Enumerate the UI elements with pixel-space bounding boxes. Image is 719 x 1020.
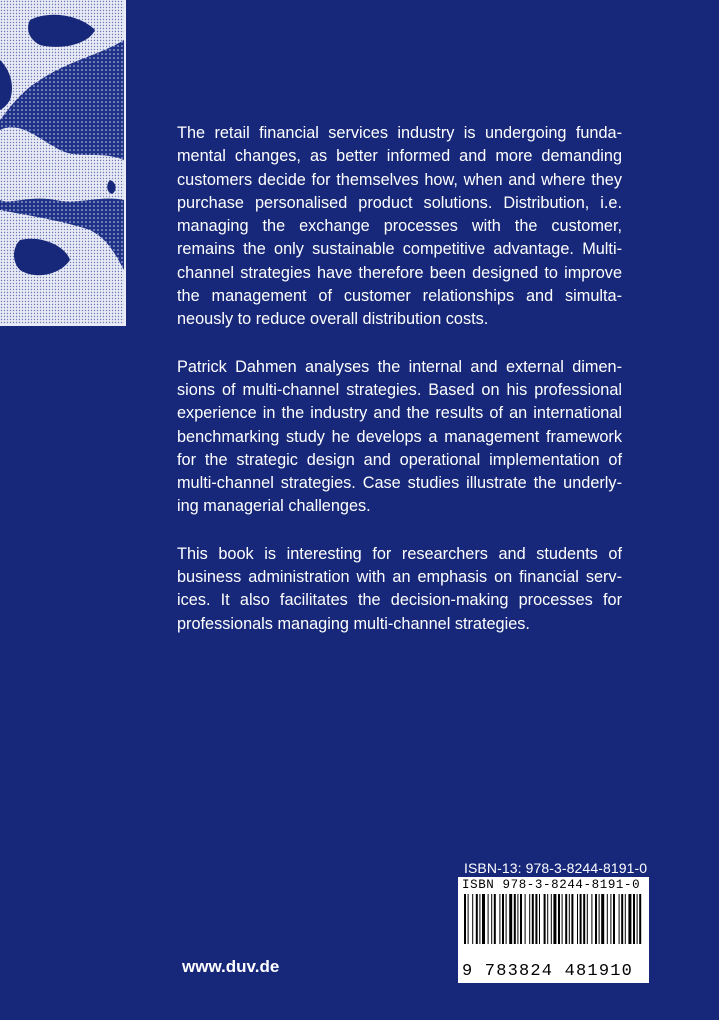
blurb-paragraph: Patrick Dahmen analyses the internal and external dimensions of multi-channel strategies. Based on his professional experience in the industry and the results of an international benchmarking study he develops a management framework for the strategic design and operational implementation of multi-channel strategies. Case studies illustrate the underlying managerial challenges. [177,357,622,516]
globe-illustration [0,0,126,326]
barcode-bars-icon [462,894,645,962]
blurb-paragraph: This book is interesting for researchers and students of business administration with an emphasis on financial services. It also facilitates the decision-making processes for professionals managing multi-channel strategies. [177,544,622,633]
barcode-isbn-text: ISBN 978-3-8244-8191-0 [462,878,641,892]
back-cover-blurb [177,122,622,660]
barcode-digits: 9 783824 481910 [462,962,634,981]
globe-map-image [0,0,124,324]
isbn-caption: ISBN-13: 978-3-8244-8191-0 [464,860,648,876]
isbn-barcode [458,877,649,983]
blurb-paragraph: The retail financial services industry is undergoing fundamental changes, as better informed and more demanding customers decide for themselves how, when and where they purchase personalised product solutions. Distribution, i.e. managing the exchange processes with the customer, remains the only sustainable competitive advantage. Multichannel strategies have therefore been designed to improve the management of customer relationships and simultaneously to reduce overall distribution costs. [177,124,622,329]
publisher-website: www.duv.de [182,957,280,976]
